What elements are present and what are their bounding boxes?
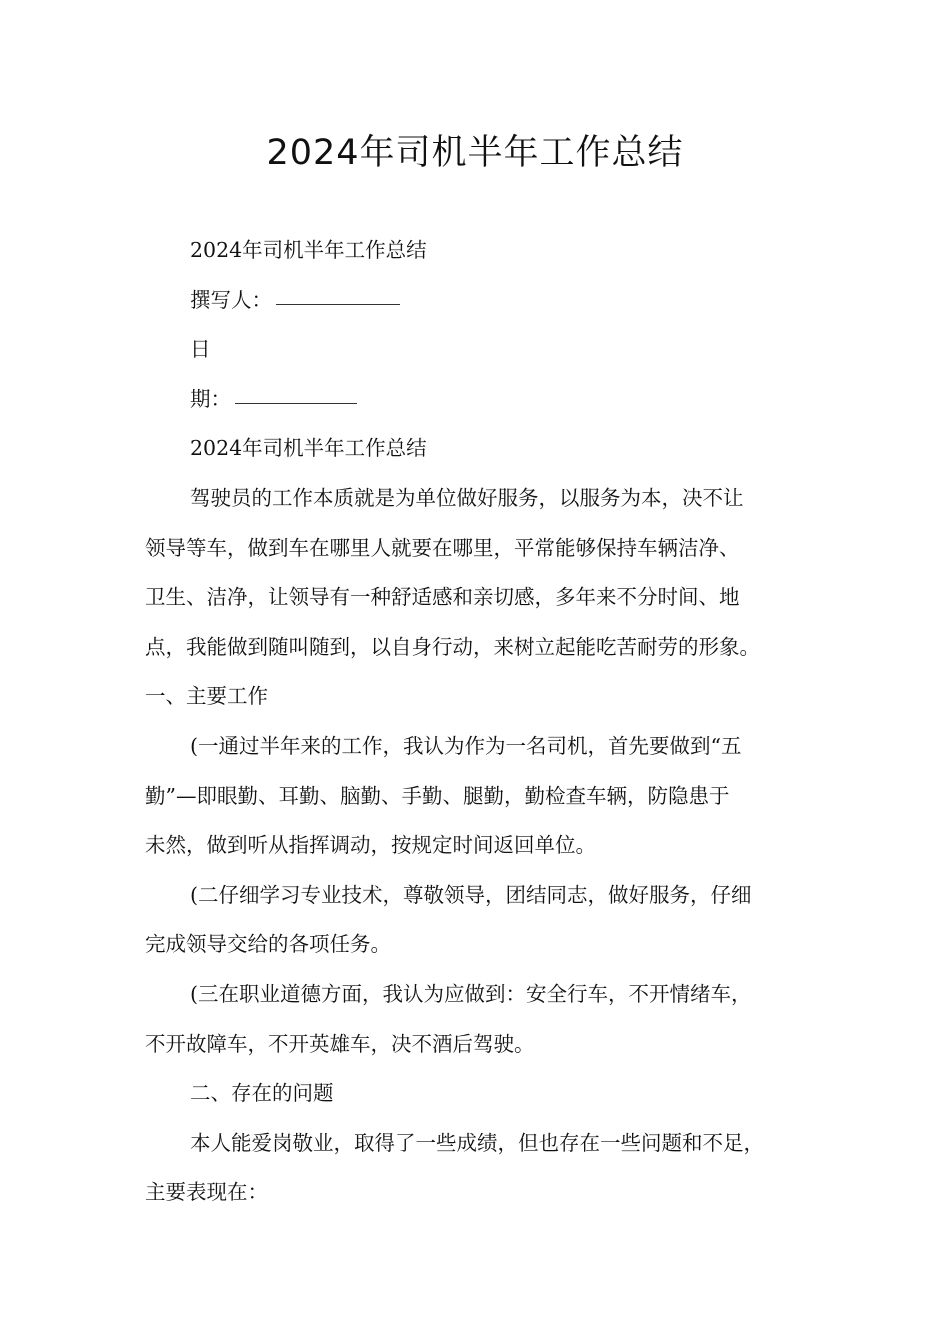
paragraph-line: 不开故障车，不开英雄车，决不酒后驾驶。 <box>145 1031 535 1056</box>
section-heading-main-work: 一、主要工作 <box>145 684 268 709</box>
author-blank <box>276 303 400 305</box>
paragraph-line: 本人能爱岗敬业，取得了一些成绩，但也存在一些问题和不足， <box>190 1130 764 1155</box>
heading-repeat-line: 2024年司机半年工作总结 <box>190 436 427 461</box>
date-label-line1: 日 <box>190 337 211 362</box>
paragraph-line: 完成领导交给的各项任务。 <box>145 932 391 957</box>
paragraph-line: (一通过半年来的工作，我认为作为一名司机，首先要做到“五 <box>190 733 742 758</box>
paragraph-line: 点，我能做到随叫随到，以自身行动，来树立起能吃苦耐劳的形象。 <box>145 634 760 659</box>
paragraph-line: (三在职业道德方面，我认为应做到：安全行车，不开情绪车， <box>190 981 752 1006</box>
document-body <box>145 226 815 1218</box>
paragraph-line: (二仔细学习专业技术，尊敬领导，团结同志，做好服务，仔细 <box>190 882 752 907</box>
document-title: 2024年司机半年工作总结 <box>266 133 684 173</box>
author-label: 撰写人： <box>190 287 272 312</box>
paragraph-line: 领导等车，做到车在哪里人就要在哪里，平常能够保持车辆洁净、 <box>145 535 740 560</box>
paragraph-line: 主要表现在： <box>145 1180 268 1205</box>
section-heading-problems: 二、存在的问题 <box>190 1081 334 1106</box>
date-label: 期： <box>190 386 231 411</box>
subtitle-line: 2024年司机半年工作总结 <box>190 238 427 262</box>
date-line <box>145 375 815 425</box>
paragraph-line: 卫生、洁净，让领导有一种舒适感和亲切感，多年来不分时间、地 <box>145 585 740 610</box>
date-blank <box>235 402 357 404</box>
paragraph-line: 驾驶员的工作本质就是为单位做好服务，以服务为本，决不让 <box>190 485 744 510</box>
author-line <box>145 276 815 326</box>
paragraph-line: 勤”—即眼勤、耳勤、脑勤、手勤、腿勤，勤检查车辆，防隐患于 <box>145 783 730 808</box>
paragraph-line: 未然，做到听从指挥调动，按规定时间返回单位。 <box>145 833 596 858</box>
